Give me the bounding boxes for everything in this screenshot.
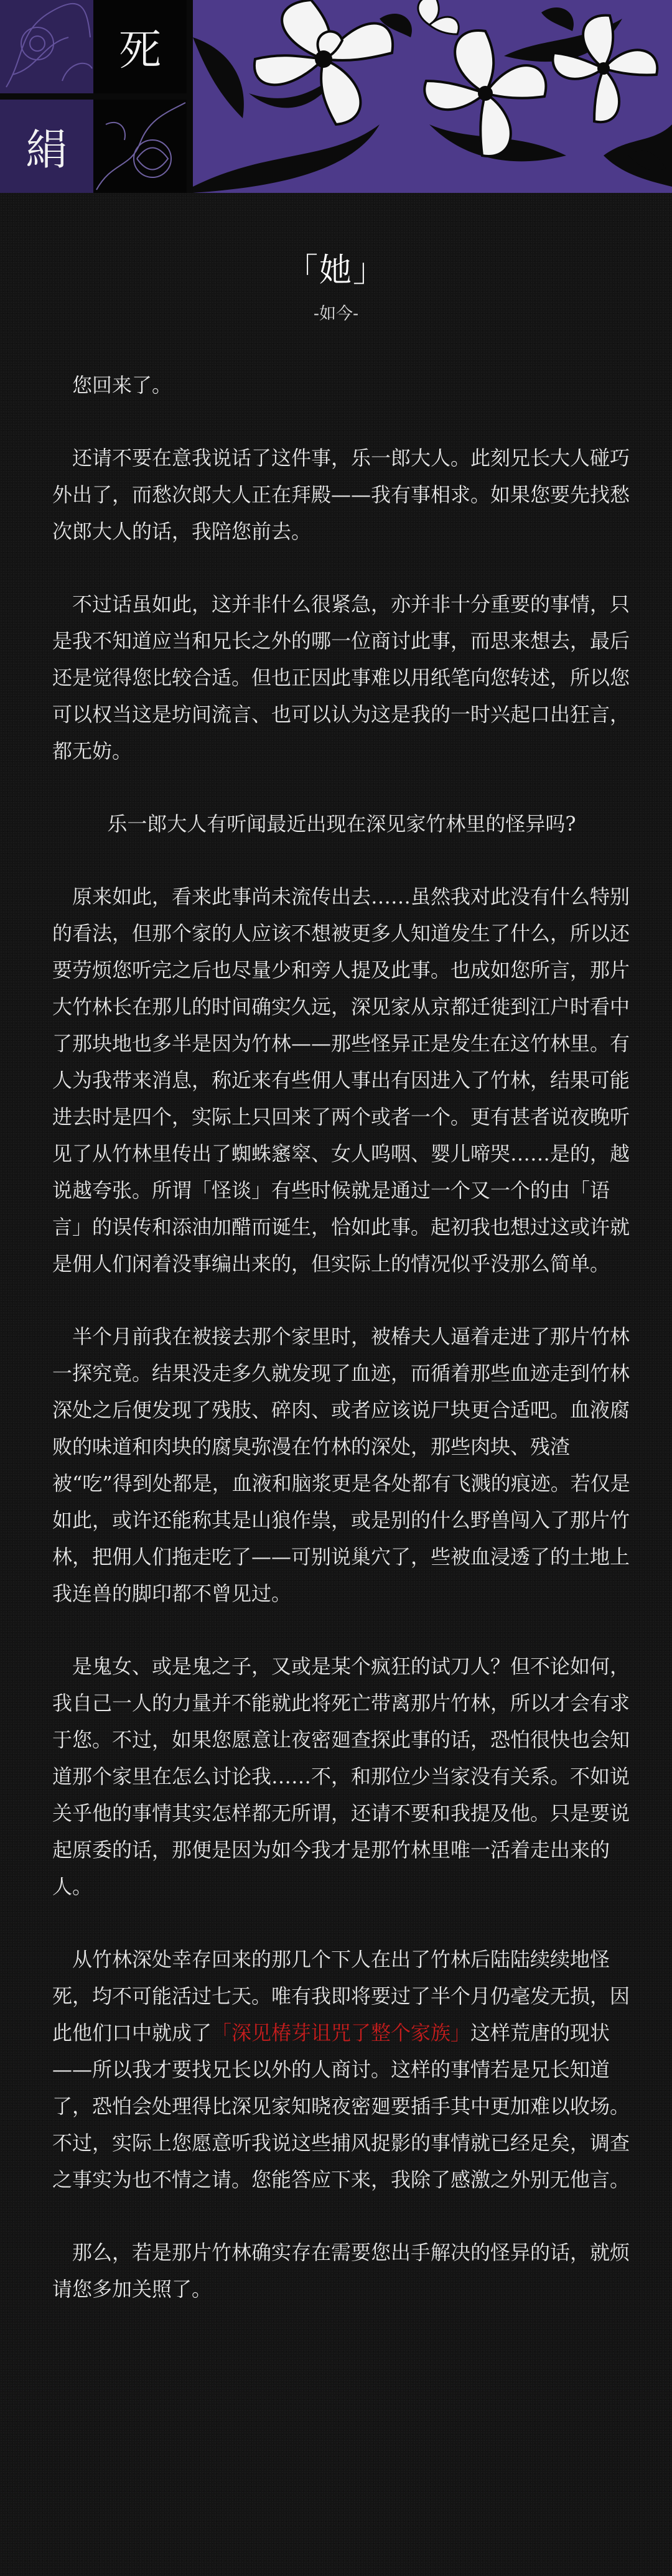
paragraph-2	[52, 440, 631, 550]
floral-outline-icon	[93, 100, 187, 193]
tile-char-bottom: 絹	[25, 125, 68, 175]
peony-flowers-icon	[193, 0, 672, 193]
tile-purple-bottom	[0, 100, 93, 193]
paragraph-text: 您回来了。	[72, 373, 172, 397]
paragraph-3	[52, 586, 631, 770]
floral-pattern-icon	[0, 0, 93, 93]
page-subtitle: -如今-	[313, 304, 359, 324]
paragraph-9	[52, 2234, 631, 2308]
paragraph-text: 是鬼女、或是鬼之子，又或是某个疯狂的试刀人？但不论如何，我自己一人的力量并不能就此将死亡带离那片竹林，所以才会有求于您。不过，如果您愿意让夜密廻查探此事的话，恐怕很快也会知道那个家里在怎么讨论我……不，和那位少当家没有关系。不如说关乎他的事情其实怎样都无所谓，还请不要和我提及他。只是要说起原委的话，那便是因为如今我才是那竹林里唯一活着走出来的人。	[52, 1654, 630, 1898]
paragraph-7	[52, 1648, 631, 1905]
paragraph-text: 还请不要在意我说话了这件事，乐一郎大人。此刻兄长大人碰巧外出了，而愁次郎大人正在拜殿——我有事相求。如果您要先找愁次郎大人的话，我陪您前去。	[52, 446, 630, 543]
paragraph-text: 那么，若是那片竹林确实存在需要您出手解决的怪异的话，就烦请您多加关照了。	[52, 2241, 630, 2301]
paragraph-1	[52, 367, 631, 404]
paragraph-5	[52, 879, 631, 1282]
tile-char-top: 死	[118, 26, 161, 75]
paragraph-text: 原来如此，看来此事尚未流传出去……虽然我对此没有什么特别的看法，但那个家的人应该不想被更多人知道发生了什么，所以还要劳烦您听完之后也尽量少和旁人提及此事。也成如您所言，那片大竹林长在那儿的时间确实久远，深见家从京都迁徙到江户时看中了那块地也多半是因为竹林——那些怪异正是发生在这竹林里。有人为我带来消息，称近来有些佣人事出有因进入了竹林，结果可能进去时是四个，实际上只回来了两个或者一个。更有甚者说夜晚听见了从竹林里传出了蜘蛛窸窣、女人呜咽、婴儿啼哭……是的，越说越夸张。所谓「怪谈」有些时候就是通过一个又一个的由「语言」的误传和添油加醋而诞生，恰如此事。起初我也想过这或许就是佣人们闲着没事编出来的，但实际上的情况似乎没那么简单。	[52, 885, 630, 1276]
paragraph-8	[52, 1941, 631, 2198]
header-banner	[0, 0, 672, 193]
flower-banner-illustration	[193, 0, 672, 193]
paragraph-text: 乐一郎大人有听闻最近出现在深见家竹林里的怪异吗?	[107, 812, 576, 836]
paragraph-text: 不过话虽如此，这并非什么很紧急，亦并非十分重要的事情，只是我不知道应当和兄长之外的哪一位商讨此事，而思来想去，最后还是觉得您比较合适。但也正因此事难以用纸笔向您转述，所以您可以权当这是坊间流言、也可以认为这是我的一时兴起口出狂言，都无妨。	[52, 592, 630, 763]
paragraph-6	[52, 1318, 631, 1612]
page-title: 「她」	[285, 252, 386, 289]
paragraph-text: 从竹林深处幸存回来的那几个下人在出了竹林后陆陆续续地怪死，均不可能活过七天。唯有我即将要过了半个月仍毫发无损，因此他们口中就成了	[52, 1948, 630, 2045]
highlighted-quote: 「深见椿芽诅咒了整个家族」	[212, 2021, 471, 2045]
paragraph-text: 这样荒唐的现状——所以我才要找兄长以外的人商讨。这样的事情若是兄长知道了，恐怕会处理得比深见家知晓夜密廻要插手其中更加难以收场。不过，实际上您愿意听我说这些捕风捉影的事情就已经足矣，调查之事实为也不情之请。您能答应下来，我除了感激之外别无他言。	[52, 2021, 630, 2191]
paragraph-4-question	[52, 806, 631, 842]
story-body	[52, 367, 631, 2344]
tile-black-top	[93, 0, 187, 93]
tile-purple-top-left	[0, 0, 93, 93]
tile-black-bottom-right	[93, 100, 187, 193]
paragraph-text: 半个月前我在被接去那个家里时，被椿夫人逼着走进了那片竹林一探究竟。结果没走多久就发现了血迹，而循着那些血迹走到竹林深处之后便发现了残肢、碎肉、或者应该说尸块更合适吧。血液腐败的味道和肉块的腐臭弥漫在竹林的深处，那些肉块、残渣被“吃”得到处都是，血液和脑浆更是各处都有飞溅的痕迹。若仅是如此，或许还能称其是山狼作祟，或是别的什么野兽闯入了那片竹林，把佣人们拖走吃了——可别说巢穴了，些被血浸透了的土地上我连兽的脚印都不曾见过。	[52, 1325, 630, 1605]
